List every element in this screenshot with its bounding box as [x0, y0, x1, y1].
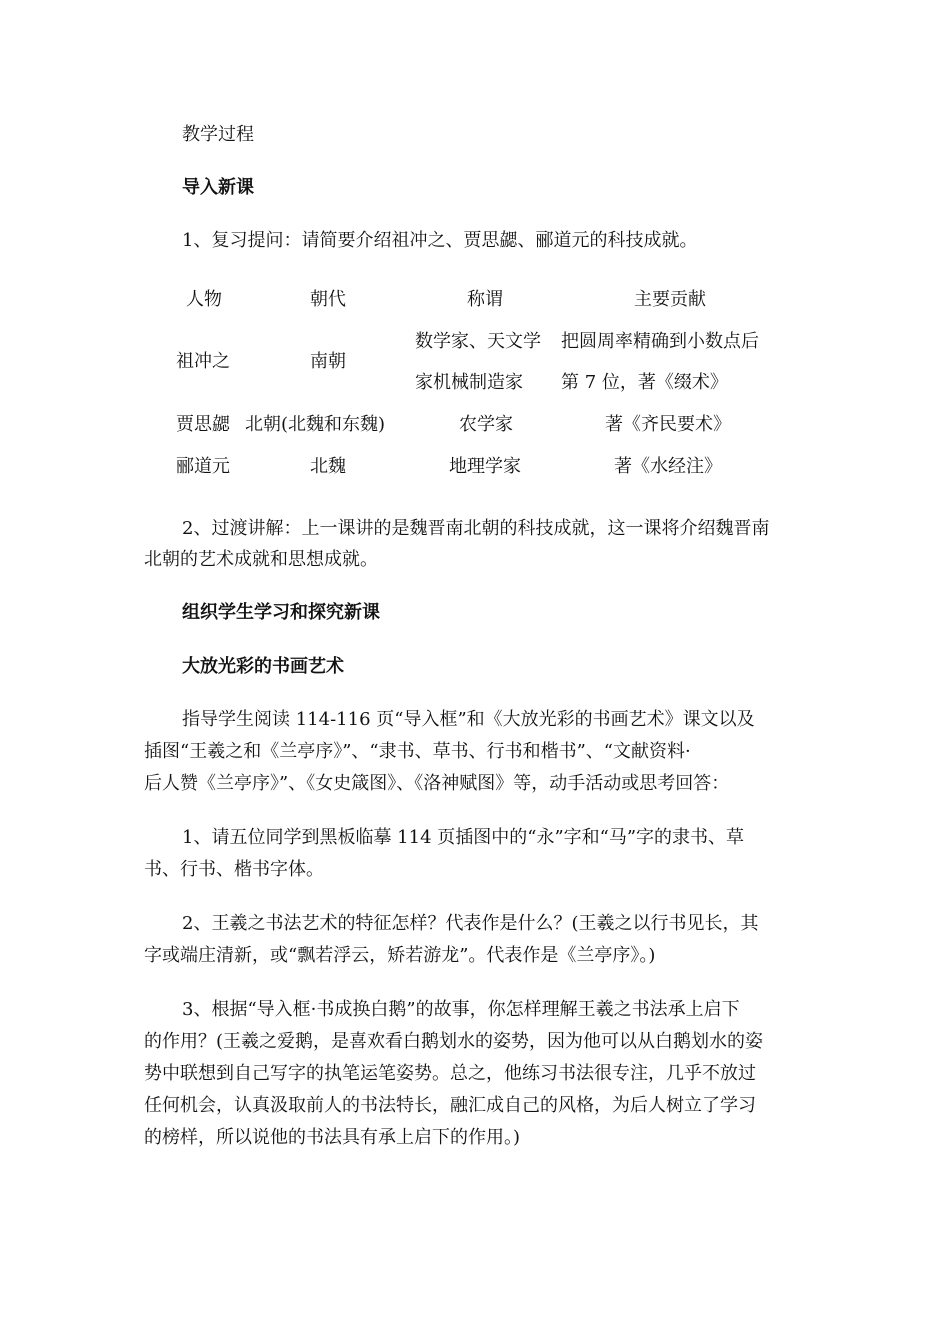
table-row-2-title: 农学家	[459, 414, 513, 435]
table-row-1-title-line-1: 数学家、天文学	[415, 331, 541, 352]
guide-line-1: 指导学生阅读 114-116 页“导入框”和《大放光彩的书画艺术》课文以及	[182, 709, 755, 730]
item-3-line-3: 势中联想到自己写字的执笔运笔姿势。总之，他练习书法很专注，几乎不放过	[144, 1063, 756, 1084]
item-3-line-5: 的榜样，所以说他的书法具有承上启下的作用。)	[144, 1127, 521, 1148]
table-row-2-dynasty: 北朝(北魏和东魏)	[245, 414, 386, 435]
table-row-1-contribution-line-1: 把圆周率精确到小数点后	[561, 331, 759, 352]
art-heading: 大放光彩的书画艺术	[182, 656, 344, 677]
item-3-line-4: 任何机会，认真汲取前人的书法特长，融汇成自己的风格，为后人树立了学习	[144, 1095, 756, 1116]
guide-line-3: 后人赞《兰亭序》”、《女史箴图》、《洛神赋图》等，动手活动或思考回答：	[144, 773, 730, 794]
table-header-person: 人物	[186, 289, 222, 310]
item-3-line-2: 的作用？(王羲之爱鹅，是喜欢看白鹅划水的姿势，因为他可以从白鹅划水的姿	[144, 1031, 764, 1052]
table-row-1-contribution-line-2: 第 7 位，著《缀术》	[561, 372, 728, 393]
item-2-line-2: 字或端庄清新，或“飘若浮云，矫若游龙”。代表作是《兰亭序》。)	[144, 945, 656, 966]
question-2-line-2: 北朝的艺术成就和思想成就。	[144, 549, 378, 570]
table-row-1-dynasty: 南朝	[310, 351, 346, 372]
guide-line-2: 插图“王羲之和《兰亭序》”、“隶书、草书、行书和楷书”、“文献资料·	[144, 741, 691, 762]
table-row-1-person: 祖冲之	[176, 351, 230, 372]
table-row-3-contribution: 著《水经注》	[614, 456, 722, 477]
table-row-1-title-line-2: 家机械制造家	[415, 372, 523, 393]
intro-heading: 导入新课	[182, 177, 254, 198]
item-3-line-1: 3、根据“导入框·书成换白鹅”的故事，你怎样理解王羲之书法承上启下	[182, 999, 740, 1020]
section-title: 教学过程	[182, 124, 254, 145]
table-row-3-title: 地理学家	[449, 456, 521, 477]
question-1: 1、复习提问：请简要介绍祖冲之、贾思勰、郦道元的科技成就。	[182, 230, 698, 251]
organize-heading: 组织学生学习和探究新课	[182, 602, 380, 623]
question-2-line-1: 2、过渡讲解：上一课讲的是魏晋南北朝的科技成就，这一课将介绍魏晋南	[182, 518, 770, 539]
table-row-3-person: 郦道元	[176, 456, 230, 477]
table-header-title: 称谓	[467, 289, 503, 310]
item-2-line-1: 2、王羲之书法艺术的特征怎样？代表作是什么？(王羲之以行书见长，其	[182, 913, 759, 934]
table-row-2-contribution: 著《齐民要术》	[605, 414, 731, 435]
table-header-dynasty: 朝代	[310, 289, 346, 310]
table-row-2-person: 贾思勰	[176, 414, 230, 435]
table-row-3-dynasty: 北魏	[310, 456, 346, 477]
item-1-line-1: 1、请五位同学到黑板临摹 114 页插图中的“永”字和“马”字的隶书、草	[182, 827, 745, 848]
item-1-line-2: 书、行书、楷书字体。	[144, 859, 324, 880]
table-header-contribution: 主要贡献	[634, 289, 706, 310]
